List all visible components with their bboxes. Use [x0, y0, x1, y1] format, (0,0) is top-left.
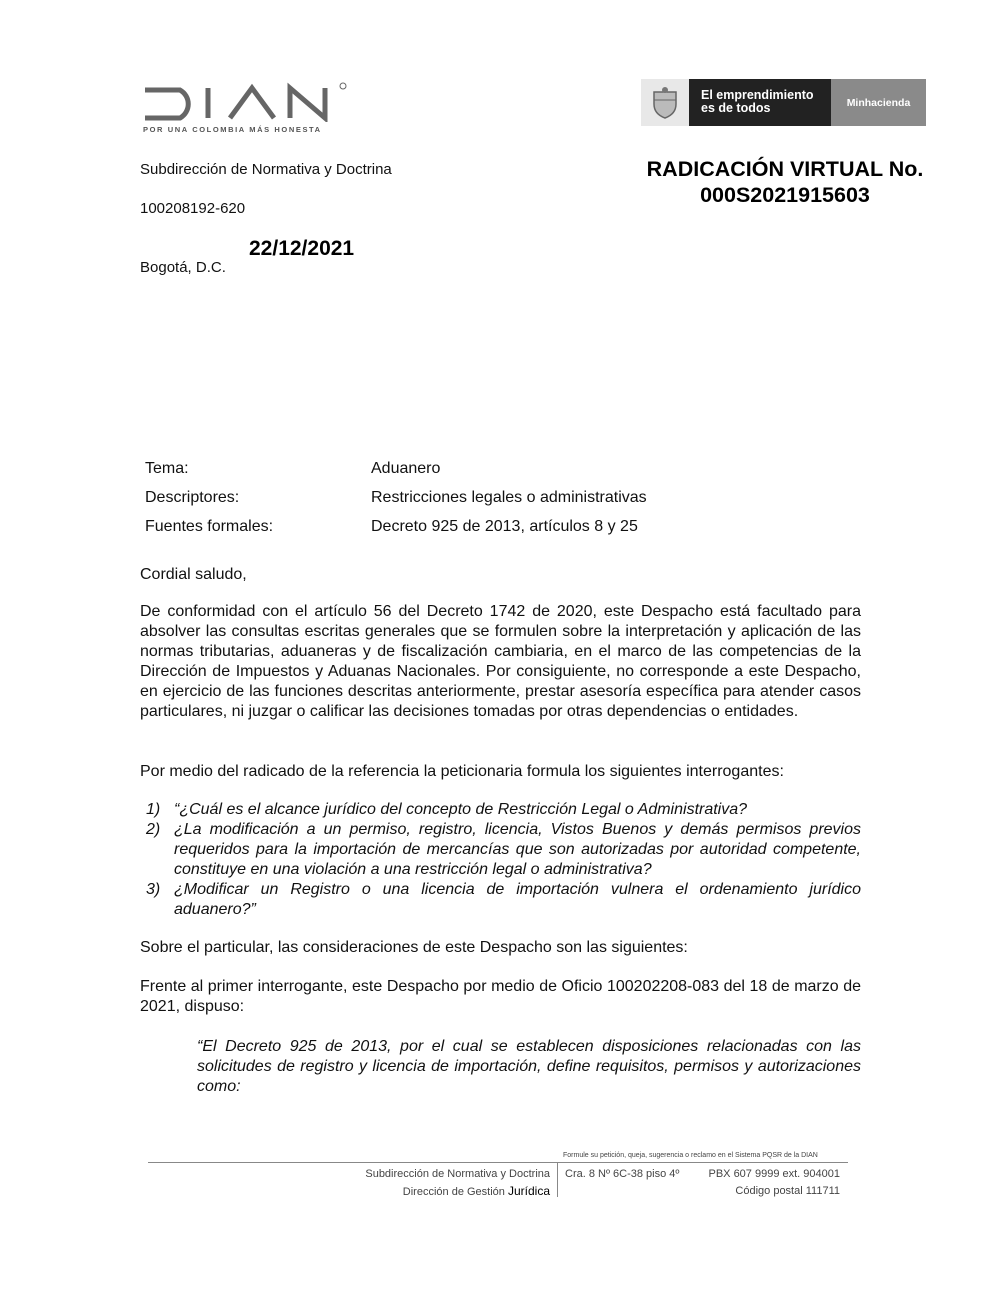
footer-address: Cra. 8 Nº 6C-38 piso 4º — [565, 1168, 680, 1180]
question-number: 1) — [146, 801, 161, 818]
footer-postal: Código postal 111711 — [735, 1185, 840, 1197]
metadata-value: Aduanero — [371, 460, 441, 477]
gov-slogan — [689, 79, 831, 126]
radicacion-title: RADICACIÓN VIRTUAL No. — [646, 157, 924, 181]
question-text: ¿Modificar un Registro o una licencia de importación vulnera el ordenamiento jurídico aduanero?” — [174, 881, 861, 918]
footer-direction — [300, 1183, 550, 1201]
coat-of-arms-icon — [641, 79, 689, 126]
question-text: “¿Cuál es el alcance jurídico del concepto de Restricción Legal o Administrativa? — [174, 801, 748, 818]
radicacion-number: 000S2021915603 — [700, 183, 870, 207]
paragraph-considerations: Sobre el particular, las consideraciones de este Despacho son las siguientes: — [140, 939, 688, 956]
metadata-row — [145, 460, 647, 489]
paragraph-competence: De conformidad con el artículo 56 del Decreto 1742 de 2020, este Despacho está facultado para absolver las consultas escritas generales que se formulen sobre la interpretación y aplicación de las normas tributarias, aduaneras y de fiscalización cambiaria, en el marco de las competencias de la Dirección de Impuestos y Aduanas Nacionales. Por consiguiente, no corresponde a este Despacho, en ejercicio de las funciones descritas anteriormente, prestar asesoría específica para atender casos particulares, ni juzgar o calificar las decisiones tomadas por otras dependencias o entidades. — [140, 603, 861, 720]
radicacion-block — [600, 156, 970, 208]
list-item — [140, 880, 861, 920]
metadata-key: Tema: — [145, 460, 189, 477]
footer-contact-block — [565, 1166, 840, 1200]
question-text: ¿La modificación a un permiso, registro, licencia, Vistos Buenos y demás permisos previos requeridos para la importación de mercancías que son autorizadas por autoridad competente, constituye en una violación a una restricción legal o administrativa? — [174, 821, 861, 878]
metadata-value: Restricciones legales o administrativas — [371, 489, 647, 506]
government-logo — [641, 79, 926, 126]
list-item — [140, 800, 861, 820]
metadata-row — [145, 489, 647, 518]
block-quote: “El Decreto 925 de 2013, por el cual se establecen disposiciones relacionadas con las solicitudes de registro y licencia de importación, define requisitos, permisos y autorizaciones como: — [197, 1038, 861, 1095]
dian-tagline: POR UNA COLOMBIA MÁS HONESTA — [143, 125, 322, 134]
paragraph-first-question: Frente al primer interrogante, este Despacho por medio de Oficio 100202208-083 del 18 de marzo de 2021, dispuso: — [140, 978, 861, 1015]
gov-slogan-line2: es de todos — [701, 101, 771, 115]
metadata-table — [145, 460, 647, 547]
footer-direction-bold: Jurídica — [507, 1184, 550, 1198]
ministry-label: Minhacienda — [831, 79, 926, 126]
letter-date: 22/12/2021 — [249, 237, 355, 260]
footer-phone: PBX 607 9999 ext. 904001 — [708, 1168, 840, 1180]
dian-logo-icon — [140, 80, 350, 122]
gov-slogan-line1: El emprendimiento — [701, 88, 814, 102]
footer-office-block — [300, 1166, 550, 1201]
paragraph-questions-intro: Por medio del radicado de la referencia la peticionaria formula los siguientes interrogantes: — [140, 763, 784, 780]
greeting: Cordial saludo, — [140, 566, 247, 583]
office-name: Subdirección de Normativa y Doctrina — [140, 161, 392, 178]
footer-direction-prefix: Dirección de Gestión — [402, 1186, 505, 1198]
questions-list — [140, 800, 861, 920]
metadata-value: Decreto 925 de 2013, artículos 8 y 25 — [371, 518, 638, 535]
footer-vertical-divider — [557, 1163, 558, 1197]
question-number: 3) — [146, 881, 161, 898]
footer-office: Subdirección de Normativa y Doctrina — [365, 1168, 550, 1180]
footer-pqsr-note: Formule su petición, queja, sugerencia o reclamo en el Sistema PQSR de la DIAN — [563, 1152, 818, 1159]
list-item — [140, 820, 861, 880]
metadata-row — [145, 518, 647, 547]
reference-number: 100208192-620 — [140, 200, 246, 217]
footer-divider-line — [148, 1162, 848, 1163]
letter-city: Bogotá, D.C. — [140, 259, 226, 276]
metadata-key: Fuentes formales: — [145, 518, 274, 535]
question-number: 2) — [146, 821, 161, 838]
metadata-key: Descriptores: — [145, 489, 240, 506]
footer-address-row — [565, 1166, 840, 1183]
